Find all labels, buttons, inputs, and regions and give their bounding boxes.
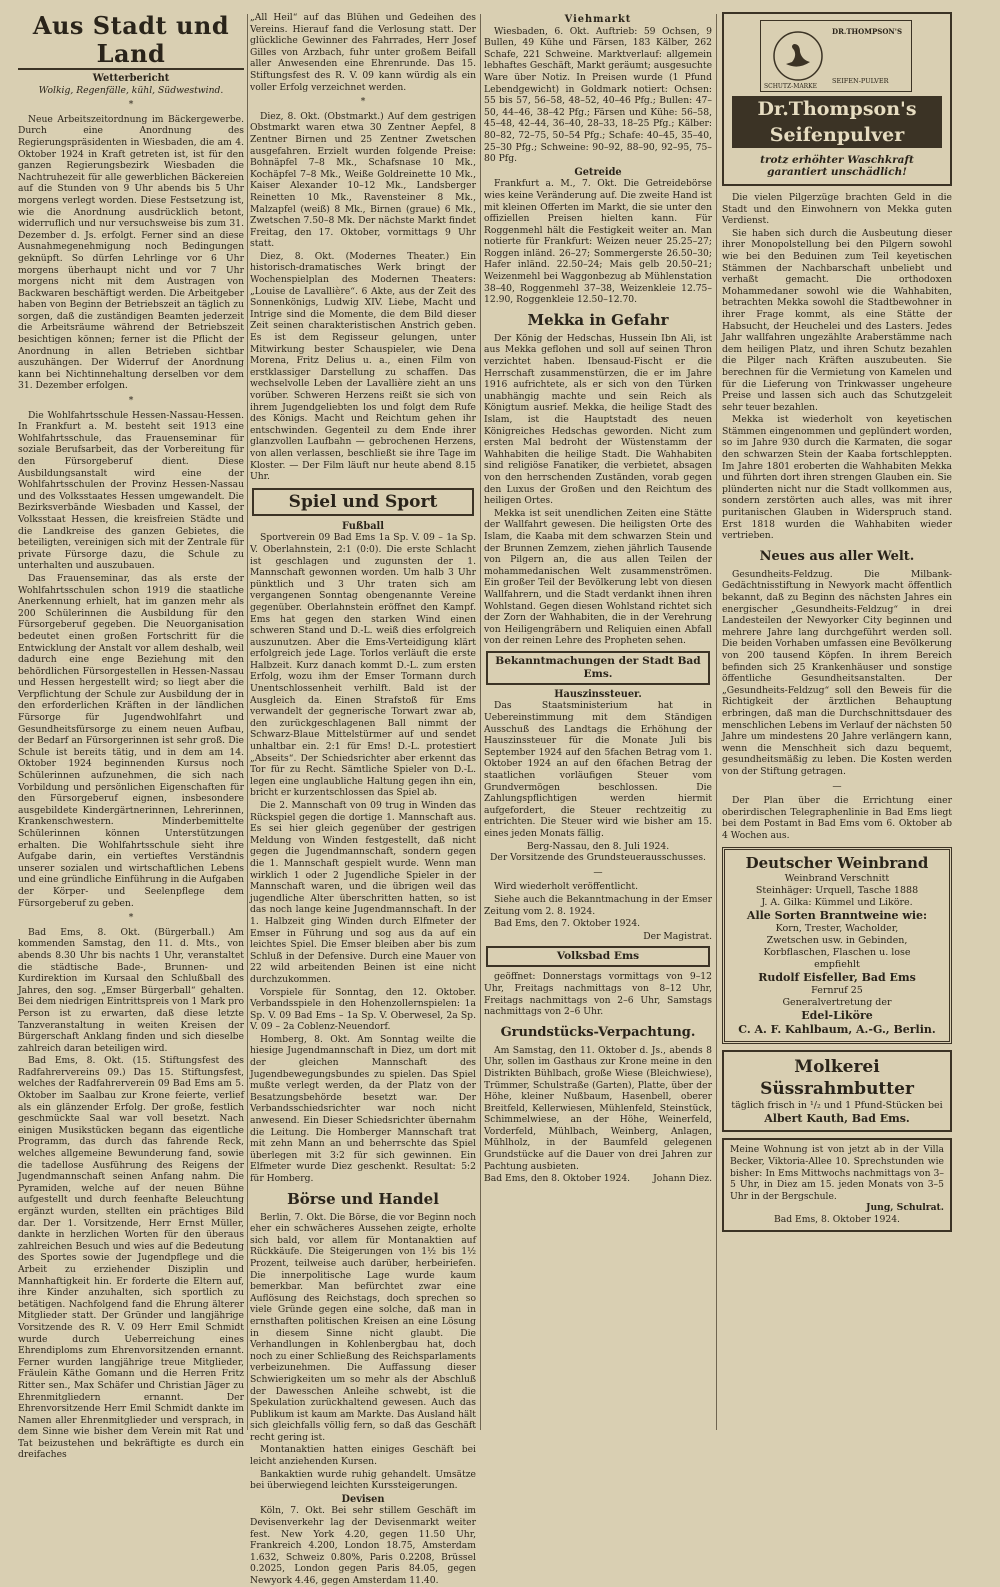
article-verpachtung: Am Samstag, den 11. Oktober d. Js., abends 8 Uhr, sollen im Gasthaus zur Krone meine in den Distrikten Bühlbach, große Wiese (Bleichwiese), Trümmer, Schulstraße (Garten), Platte, über der Höhe, kleiner Nußbaum, Hasenbell, oberer Breitfeld, Kellerwiesen, Mühlenfeld, Steinstück, Schimmelwiese, an der Höhe, Weinerfeld, Vorderfeld, Mühlbach, Weinberg, Anlagen, Mühlholz, in der Baumfeld gelegenen Grundstücke auf die Dauer von drei Jahren zur Pachtung ausbieten. xyxy=(484,1044,712,1172)
weather-text: Wolkig, Regenfälle, kühl, Südwestwind. xyxy=(38,84,224,96)
article-bankaktien: Bankaktien wurde ruhig gehandelt. Umsätze bei überwiegend leichten Kurssteigerungen. xyxy=(250,1468,476,1492)
notice-repeat: Wird wiederholt veröffentlicht. xyxy=(494,881,639,893)
column-2 xyxy=(250,12,476,1586)
ad-weinbrand-line: Edel-Liköre xyxy=(801,1009,873,1023)
ad-logo-text: SCHUTZ-MARKE xyxy=(764,83,818,90)
notice-reference: Siehe auch die Bekanntmachung in der Emser Zeitung vom 2. 8. 1924. xyxy=(484,893,712,917)
article-mekka-history: Mekka ist wiederholt von keyetischen Stämmen eingenommen und geplündert worden, so im Jahre 930 durch die Karmaten, die sogar den schwarzen Stein der Kaaba fortschleppten. Im Jahre 1801 eroberten die Wahhabiten Mekka und führten dort ihren strengen Glauben ein. Sie plünderten nicht nur die Stadt vollkommen aus, sondern zerstörten auch alles, was mit ihrer puritanischen Glauben in Widerspruch stand. Erst 1818 wurden die Wahhabiten wieder vertrieben. xyxy=(722,414,952,542)
weather-title: Wetterbericht xyxy=(92,73,170,84)
column-rule xyxy=(247,14,248,1430)
ad-weinbrand-line: Korbflaschen, Flaschen u. lose xyxy=(763,947,911,959)
ad-weinbrand xyxy=(722,847,952,1044)
article-volksbad: geöffnet: Donnerstags vormittags von 9–12 Uhr, Freitags nachmittags von 8–12 Uhr, Freitags nachmittags von 2–6 Uhr, Samstags nachmittags von 2–6 Uhr. xyxy=(484,971,712,1018)
article-buergerball: Bad Ems, 8. Okt. (Bürgerball.) Am kommenden Samstag, den 11. d. Mts., von abends 8.30 Uhr bis nachts 1 Uhr, veranstaltet die städtische Bade-, Brunnen- und Kurdirektion im Kursaal den Schlußball des Jahres, den sog. „Emser Bürgerball“ gehalten. Bei dem niedrigen Eintrittspreis von 1 Mark pro Person ist zu erwarten, daß diese letzte Tanzveranstaltung in weiten Kreisen der Bürgerschaft Anklang finden und sich dieselbe zahlreich daran beteiligen wird. xyxy=(18,926,244,1054)
column-1 xyxy=(18,11,244,1461)
section-heading-sport: Spiel und Sport xyxy=(252,488,474,516)
separator-star: * xyxy=(360,96,366,108)
article-mekka-1: Der König der Hedschas, Hussein Ibn Ali, ist aus Mekka geflohen und soll auf seinen Thron verzichtet haben. Ibensaud-Fischt er die Herrschaft zusammenstürzen, die er im Jahre 1916 aufrichtete, als er sich von den Türken unabhängig machte und sein Reich als Königtum ausrief. Mekka, die heilige Stadt des Islam, ist die Hauptstadt des neuen Königreiches Hedschas geworden. Nicht zum ersten Mal bedroht der Wüstenstamm der Wahhabiten die heilige Stadt. Die Wahhabiten sind religiöse Fanatiker, die verbietet, absagen von den herrschenden Zuständen, vorab gegen den Luxus der Großen und den Reichtum des heiligen Ortes. xyxy=(484,332,712,507)
article-stiftungsfest: Bad Ems, 8. Okt. (15. Stiftungsfest des Radfahrervereins 09.) Das 15. Stiftungsfest, welches der Radfahrerverein 09 Bad Ems am 5. Oktober im Saalbau zur Krone feierte, verlief als ein glänzender Erfolg. Der große, festlich geschmückte Saal war voll besetzt. Nach einigen Musikstücken begann das eigentliche Programm, das durch das fahrende Reck, welches allgemeine Bewunderung fand, sowie die tadellose Ausführung des Reigens der Jugendmannschaft seinen Anfang nahm. Die Pyramiden, welche auf der neuen Bühne aufgestellt und durch feenhafte Beleuchtung ergänzt wurden, stellten ein prächtiges Bild dar. Der 1. Vorsitzende, Herr Ernst Müller, dankte in herzlichen Worten für den überaus zahlreichen Besuch und wies auf die Bedeutung des Sportes sowie der Jugendpflege und die Arbeit zu erziehender Disziplin und Mannhaftigkeit hin. Er forderte die Eltern auf, ihre Kinder anzuhalten, sich sportlich zu betätigen. Nachfolgend fand die Ehrung älterer Mitglieder statt. Der Gründer und langjährige Vorsitzende des R. V. 09 Herr Emil Schmidt wurde durch Ueberreichung eines Ehrendiploms zum Ehrenvorsitzenden ernannt. Ferner wurden langjährige treue Mitglieder, Fräulein Käthe Gomann und die Herren Fritz Ritter sen., Max Schäfer und Christian Jäger zu Ehrenmitgliedern ernannt. Der Ehrenvorsitzende Herr Emil Schmidt dankte im Namen aller Ehrenmitglieder und versprach, in dem Sinne wie bisher dem Verein mit Rat und Tat beizustehen und bekräftigte es durch ein dreifaches xyxy=(18,1055,244,1461)
ad-brand-text-2: SEIFEN-PULVER xyxy=(832,77,889,85)
ad-weinbrand-line: J. A. Gilka: Kümmel und Liköre. xyxy=(761,897,913,909)
ad-weinbrand-line: Steinhäger: Urquell, Tasche 1888 xyxy=(755,885,919,897)
article-homberg: Homberg, 8. Okt. Am Sonntag weilte die hiesige Jugendmannschaft in Diez, um dort mit der gleichen Mannschaft des Jugendbewegungsbundes zu spielen. Das Spiel mußte verlegt werden, da der Platz von der Besatzungsbehörde besetzt war. Der Verbandsschiedsrichter war noch nicht anwesend. Ein Dieser Schiedsrichter übernahm die Leitung. Die Homberger Mannschaft trat mit zehn Mann an und beherrschte das Spiel überlegen mit 3:2 für sich gewinnen. Ein Elfmeter wurde Diez geschenkt. Resultat: 5:2 für Homberg. xyxy=(250,1033,476,1184)
separator-star: * xyxy=(128,99,134,111)
subheading-devisen: Devisen xyxy=(341,1493,385,1505)
ad-weinbrand-line: Zwetschen usw. in Gebinden, xyxy=(766,935,908,947)
section-heading-volksbad: Volksbad Ems xyxy=(486,946,710,967)
ad-brand-text: DR.THOMPSON'S xyxy=(832,27,903,36)
column-3 xyxy=(484,12,712,1432)
article-wohlfahrtsschule: Die Wohlfahrtsschule Hessen-Nassau-Hessen. In Frankfurt a. M. besteht seit 1913 eine Wohlfahrtsschule, das Frauenseminar für soziale Berufsarbeit, das der Vorbereitung für den Fürsorgeberuf dient. Diese Ausbildungsanstalt wird eine der Wohlfahrtsschulen der Provinz Hessen-Nassau und des Volksstaates Hessen umgewandelt. Die Bezirksverbände Wiesbaden und Kassel, der Volksstaat Hessen, die kreisfreien Städte und die Landkreise des ganzen Gebietes, die beteiligten, vereinigen sich mit der Zentrale für private Fürsorge dazu, die Schule zu unterhalten und auszubauen. xyxy=(18,409,244,572)
column-rule xyxy=(480,14,481,1430)
ad-weinbrand-title: Deutscher Weinbrand xyxy=(745,854,929,873)
subheading-getreide: Getreide xyxy=(574,166,622,178)
ad-schulrat-sign: Jung, Schulrat. xyxy=(866,1202,944,1214)
ad-schulrat xyxy=(722,1138,952,1231)
ad-title-1: Dr.Thompson's xyxy=(732,96,942,122)
notice-signature: Der Vorsitzende des Grundsteuerausschusses. xyxy=(490,852,706,864)
verpachtung-signature: Johann Diez. xyxy=(653,1173,712,1185)
separator-star: * xyxy=(128,912,134,924)
notice-date: Berg-Nassau, den 8. Juli 1924. xyxy=(526,840,670,852)
ad-title-2: Seifenpulver xyxy=(732,122,942,148)
article-mekka-pilger: Die vielen Pilgerzüge brachten Geld in die Stadt und den Einwohnern von Mekka guten Verdienst. xyxy=(722,192,952,227)
article-winden: Die 2. Mannschaft von 09 trug in Winden das Rückspiel gegen die dortige 1. Mannschaft aus. Es sei hier gleich gegenüber der gestrigen Meldung von Winden festgestellt, daß nicht gegen die Jugendmannschaft, sondern gegen die 1. Mannschaft gespielt wurde. Wenn man wirklich 1 oder 2 Jugendliche Spieler in der Mannschaft waren, und die übrigen weil das jugendliche Alter überschritten hatten, so ist das noch lange keine Jugendmannschaft. In der 1. Halbzeit ging Winden durch Elfmeter der Emser in Führung und sog aus da auf ein leichtes Spiel. Die Emser bleiben aber bis zum Schluß in der Defensive. Durch eine Mauer von 22 wild arbeitenden Beinen ist eine nicht durchzukommen. xyxy=(250,800,476,985)
ad-weinbrand-line: C. A. F. Kahlbaum, A.-G., Berlin. xyxy=(738,1023,936,1037)
article-mekka-monopol: Sie haben sich durch die Ausbeutung dieser ihrer Monopolstellung bei den Pilgern sowohl wie bei den Beduinen zum Teil keyetischen Stämmen der Nachbarschaft unbeliebt und verhaßt gemacht. Die orthodoxen Mohammedaner sowohl wie die Wahhabiten, betrachten Mekka sowohl die Stadtbewohner in ihrer Frage kommt, als eine Stätte der Habsucht, der Heuchelei und des Lasters. Jedes Jahr wallfahren ungezählte Araberstämme nach dem heiligen Platz, und ihren Schutz bezahlen die Pilger nach Kräften auszubeuten. Sie berechnen für die Vermietung von Kamelen und für die Lieferung von Trinkwasser ungeheure Preise und lassen sich auch das Schutzgeleit sehr teuer bezahlen. xyxy=(722,227,952,413)
column-rule xyxy=(716,14,717,1430)
article-gesundheit: Gesundheits-Feldzug. Die Milbank-Gedächtnisstiftung in Newyork macht öffentlich bekannt, daß zu Beginn des nächsten Jahres ein energischer „Gesundheits-Feldzug“ in drei Landesteilen der Newyorker City beginnen und mehrere Jahre lang durchgeführt werden soll. Die beiden Vorhaben umfassen eine Bevölkerung von 200 tausend Köpfen. In ihrem Bereich befinden sich 25 Krankenhäuser und sonstige öffentliche Gesundheitsanstalten. Der „Gesundheits-Feldzug“ soll den Beweis für die Richtigkeit der ärztlichen Behauptung erbringen, daß man die Durchschnittsdauer des menschlichen Lebens im Verlauf der nächsten 50 Jahre um mindestens 20 Jahre verlängern kann, wenn die Menschheit sich dazu bequemt, gesundheitsmäßig zu leben. Die Kosten werden von der Stiftung getragen. xyxy=(722,568,952,777)
ad-weinbrand-line: Weinbrand Verschnitt xyxy=(784,873,890,885)
notice-signature-2: Der Magistrat. xyxy=(643,930,712,942)
ad-butter xyxy=(722,1050,952,1132)
article-berlin-boerse: Berlin, 7. Okt. Die Börse, die vor Beginn noch eher ein schwächeres Aussehen zeigte, erholte sich bald, vor allem für Montanaktien auf Rückkäufe. Die Steigerungen von 1½ bis 1½ Prozent, teilweise auch darüber, herbeiriefen. Die innerpolitische Lage wurde kaum bemerkbar. Man befürchtet zwar eine Auflösung des Reichstags, doch sprechen so viele Gründe gegen eine solche, daß man in ernsthaften politischen Kreisen an eine Lösung in diesem Sinne nicht glaubt. Die Verhandlungen in Kohlenbergbau hat, doch noch zu einer Schließung des Reichsparlaments verbeizunehmen. Die Auffassung dieser Schwierigkeiten um so mehr als der Abschluß der Dawesschen Anleihe schwebt, ist die Spekulation zurückhaltend gewesen. Auch das Publikum ist kaum am Markte. Das Ausland hält sich gleichfalls völlig fern, so daß das Geschäft recht gering ist. xyxy=(250,1211,476,1443)
notice-telegraph: Der Plan über die Errichtung einer oberirdischen Telegraphenlinie in Bad Ems liegt bei dem Postamt in Bad Ems vom 6. Oktober ab 4 Wochen aus. xyxy=(722,795,952,841)
section-heading-mekka: Mekka in Gefahr xyxy=(527,310,669,329)
article-obstmarkt: Diez, 8. Okt. (Obstmarkt.) Auf dem gestrigen Obstmarkt waren etwa 30 Zentner Aepfel, 8 Zentner Birnen und 25 Zentner Zwetschen ausgefahren. Erzielt wurden folgende Preise: Bohnäpfel 7–8 Mk., Schafsnase 10 Mk., Kochäpfel 7–8 Mk., Weiße Goldreinette 10 Mk., Kaiser Alexander 10–12 Mk., Landsberger Reinetten 10 Mk., Ravensteiner 8 Mk., Malzapfel (weiß) 8 Mk., Birnen (graue) 6 Mk., Zwetschen 7.50–8 Mk. Der nächste Markt findet Freitag, den 17. Oktober, vormittags 9 Uhr statt. xyxy=(250,110,476,250)
separator-star: * xyxy=(128,395,134,407)
article-vorspiele: Vorspiele für Sonntag, den 12. Oktober. Verbandsspiele in den Hohenzollernspielen: 1a Sp. V. 09 Bad Ems – 1a Sp. V. Oberwesel, 2a Sp. V. 09 – 2a Coblenz-Neuendorf. xyxy=(250,986,476,1033)
ad-weinbrand-line: Korn, Trester, Wacholder, xyxy=(775,923,899,935)
subheading-viehmarkt: Viehmarkt xyxy=(564,14,632,25)
article-frauenseminar: Das Frauenseminar, das als erste der Wohlfahrtsschulen schon 1919 die staatliche Anerkennung erhielt, hat im ganzen mehr als 200 Schülerinnen die Ausbildung für den Fürsorgeberuf gegeben. Die Neuorganisation bedeutet einen großen Fortschritt für die Entwicklung der Anstalt vor allem deshalb, weil dadurch eine enge Beziehung mit den behördlichen Fürsorgestellen in Hessen-Nassau und Hessen hergestellt wird; so liegt aber die Verpflichtung der Schule zur Ausbildung der in den erforderlichen Kräften in der ländlichen Fürsorge für Jugendwohlfahrt und Gesundheitsfürsorge zu einem neuen Aufbau, der Bedarf an Fürsorgerinnen ist sehr groß. Die Schule ist bereits tätig, und in dem am 14. Oktober 1924 beginnenden Kursus noch Schülerinnen aufzunehmen, die sich nach Vorbildung und persönlichen Eigenschaften für den Fürsorgeberuf eignen, insbesondere ausgebildete Kindergärtnerinnen, Lehrerinnen, Krankenschwestern. Minderbemittelte Schülerinnen können Unterstützungen erhalten. Die Wohlfahrtsschule sieht ihre Aufgabe darin, ein vertieftes Verständnis unserer sozialen und wirtschaftlichen Lebens und eine gründliche Einführung in die Aufgaben der Körper- und Seelenpflege dem Fürsorgeberuf zu geben. xyxy=(18,572,244,909)
article-montanaktien: Montanaktien hatten einiges Geschäft bei leicht anziehenden Kursen. xyxy=(250,1444,476,1468)
ad-schulrat-date: Bad Ems, 8. Oktober 1924. xyxy=(774,1214,900,1226)
article-hauszinssteuer: Das Staatsministerium hat in Uebereinstimmung mit dem Ständigen Ausschuß des Landtags die Erhöhung der Hauszinssteuer für die Monate Juli bis September 1924 auf den 5fachen Betrag vom 1. Oktober 1924 an auf den 6fachen Betrag der staatlichen vorläufigen Steuer vom Grundvermögen beschlossen. Die Zahlungspflichtigen werden hiermit aufgefordert, die Steuer rechtzeitig zu entrichten. Die Steuer wird wie bisher am 15. eines jeden Monats fällig. xyxy=(484,700,712,839)
ad-weinbrand-line: Fernruf 25 xyxy=(811,985,863,997)
section-heading-bekanntmachungen: Bekanntmachungen der Stadt Bad Ems. xyxy=(486,651,710,685)
separator-dash: — xyxy=(832,780,842,792)
ad-weinbrand-line: Generalvertretung der xyxy=(782,997,892,1009)
article-viehmarkt: Wiesbaden, 6. Okt. Auftrieb: 59 Ochsen, 9 Bullen, 49 Kühe und Färsen, 183 Kälber, 262 Schafe, 221 Schweine. Marktverlauf: allgemein lebhaftes Geschäft, Markt geräumt; ausgesuchte Ware über Notiz. In Preisen wurde (1 Pfund Lebendgewicht) in Goldmark notiert: Ochsen: 55 bis 57, 56–58, 48–52, 40–46 Pfg.; Bullen: 47–50, 44–46, 38–42 Pfg.; Färsen und Kühe: 56–58, 45–48, 42–44, 36–40, 28–33, 18–25 Pfg.; Kälber: 80–82, 72–75, 50–54 Pfg.; Schafe: 40–45, 35–40, 25–30 Pfg.; Schweine: 90–92, 88–90, 92–95, 75–80 Pfg. xyxy=(484,25,713,165)
ad-weinbrand-line: Alle Sorten Branntweine wie: xyxy=(746,909,928,923)
ad-weinbrand-line: Rudolf Eisfeller, Bad Ems xyxy=(758,971,916,985)
ad-slogan: trotz erhöhter Waschkraft garantiert unschädlich! xyxy=(760,154,914,178)
section-heading-verpachtung: Grundstücks-Verpachtung. xyxy=(500,1024,696,1040)
article-arbeitszeit: Neue Arbeitszeitordnung im Bäckergewerbe. Durch eine Anordnung des Regierungspräsidenten in Wiesbaden, die am 4. Oktober 1924 in Kraft getreten ist, ist für den ganzen Regierungsbezirk Wiesbaden die Nachtruhezeit für alle gewerblichen Bäckereien auf die Stunden von 9 Uhr abends bis 5 Uhr morgens verlegt worden. Diese Festsetzung ist, wie die Anordnung ausdrücklich betont, widerruflich und nur versuchsweise bis zum 31. Dezember d. Js. erfolgt. Ferner sind an diese Ausnahmegenehmigung noch Bedingungen geknüpft. So dürfen Lehrlinge vor 6 Uhr morgens überhaupt nicht und vor 7 Uhr morgens nicht mit dem Austragen von Backwaren beschäftigt werden. Die Arbeitgeber haben von Beginn der Betriebszeit an täglich zu sorgen, daß die zuständigen Beamten jederzeit die Arbeitsräume während der Betriebszeit besichtigen können; ferner ist die Pflicht der Anordnung in allen Betrieben sichtbar auszuhängen. Der Widerruf der Anordnung kann bei Nichtinnehaltung derselben vor dem 31. Dezember erfolgen. xyxy=(18,113,244,392)
notice-date-2: Bad Ems, den 7. Oktober 1924. xyxy=(494,918,641,930)
section-heading-neues: Neues aus aller Welt. xyxy=(759,548,915,564)
section-heading-stadt-land: Aus Stadt und Land xyxy=(18,12,244,70)
subheading-fussball: Fußball xyxy=(342,520,384,532)
ad-schulrat-text: Meine Wohnung ist von jetzt ab in der Villa Becker, Viktoria-Allee 10. Sprechstunden wie bisher: In Ems Mittwochs nachmittags von 3–5 Uhr, in Diez am 15. jeden Monats von 3–5 Uhr in der Bergschule. xyxy=(730,1144,944,1202)
ad-butter-line: täglich frisch in ¹/₂ und 1 Pfund-Stücken bei xyxy=(731,1100,943,1112)
column-4 xyxy=(722,12,952,1432)
verpachtung-date: Bad Ems, den 8. Oktober 1924. xyxy=(484,1173,631,1185)
separator-dash: — xyxy=(593,866,603,878)
ad-seifenpulver xyxy=(722,12,952,186)
article-sportverein: Sportverein 09 Bad Ems 1a Sp. V. 09 – 1a Sp. V. Oberlahnstein, 2:1 (0:0). Die erste Schlacht ist geschlagen und zugunsten der 1. Mannschaft gewonnen worden. Um halb 3 Uhr pünktlich und 3 Uhr traten sich am vergangenen Sonntag obengenannte Vereine gegenüber. Oberlahnstein eröffnet den Kampf. Ems hat gegen den starken Wind einen schweren Stand und D.-L. weiß dies erfolgreich auszunutzen. Aber die Ems-Verteidigung klärt erfolgreich jede Lage. Torlos verläuft die erste Halbzeit. Kurz danach kommt D.-L. zum ersten Erfolg, wozu ihm der Emser Tormann durch Unentschlossenheit verhilft. Bald ist der Ausgleich da. Einen Strafstoß für Ems verwandelt der gegnerische Torwart zwar ab, den zurückgeschlagenen Ball nimmt der Schwarz-Blaue Mittelstürmer auf und sendet unhaltbar ein. 2:1 für Ems! D.-L. protestiert „Abseits“. Der Schiedsrichter aber erkennt das Tor für zu Recht. Sämtliche Spieler von D.-L. legen eine unglaubliche Haltung gegen ihn ein, bricht er kurzentschlossen das Spiel ab. xyxy=(250,532,476,799)
subheading-hauszinssteuer: Hauszinssteuer. xyxy=(554,688,642,700)
ad-butter-line: Albert Kauth, Bad Ems. xyxy=(764,1112,910,1126)
article-getreide: Frankfurt a. M., 7. Okt. Die Getreidebörse wies keine Veränderung auf. Die zweite Hand ist mit kleinen Offerten im Markt, die sie unter den offiziellen Preisen hielten kann. Für Roggenmehl hält die Festigkeit weiter an. Man notierte für Frankfurt: Weizen neuer 25.25–27; Roggen inländ. 26–27; Sommergerste 26.50–30; Hafer inländ. 22.50–24; Mais gelb 20.50–21; Weizenmehl bei Waggonbezug ab Mühlenstation 38–40, Roggenmehl 37–38, Weizenkleie 12.75–12.90, Roggenkleie 12.50–12.70. xyxy=(484,178,712,306)
article-devisen: Köln, 7. Okt. Bei sehr stillem Geschäft im Devisenverkehr lag der Devisenmarkt weiter fest. New York 4.20, gegen 11.50 Uhr, Frankreich 4.200, London 18.75, Amsterdam 1.632, Schweiz 0.80%, Paris 0.2208, Brüssel 0.2025, London gegen Paris 84.05, gegen Newyork 4.46, gegen Amsterdam 11.40. xyxy=(250,1505,476,1586)
article-stiftungsfest-cont: „All Heil“ auf das Blühen und Gedeihen des Vereins. Hierauf fand die Verlosung statt. Der glückliche Gewinner des Fahrrades, Herr Josef Gilles von Arzbach, fuhr unter großem Beifall aller Anwesenden eine Ehrenrunde. Das 15. Stiftungsfest des R. V. 09 kann würdig als ein voller Erfolg verzeichnet werden. xyxy=(250,12,476,93)
article-theater: Diez, 8. Okt. (Modernes Theater.) Ein historisch-dramatisches Werk bringt der Wochenspielplan des Modernen Theaters: „Louise de Lavallière“. 6 Akte, aus der Zeit des Sonnenkönigs, Ludwig XIV. Liebe, Macht und Intrige sind die Momente, die dem Bild dieser Zeit seinen charakteristischen Anstrich geben. Es ist dem Regisseur gelungen, unter Mitwirkung bester Schauspieler, wie Dena Morena, Fritz Delius u. a., einen Film von erstklassiger Darstellung zu schaffen. Das wechselvolle Leben der Lavallière zieht an uns vorüber. Schweren Herzens reißt sie sich von ihrem Jugendgeliebten los und folgt dem Rufe des Königs. Macht und Reichtum gehen ihr entschwinden. Gegenteil zu dem Ende ihrer glanzvollen Laufbahn — gebrochenen Herzens, von allen verlassen, beschließt sie ihre Tage im Kloster. — Der Film läuft nur heute abend 8.15 Uhr. xyxy=(250,250,476,483)
swan-logo-icon xyxy=(772,30,824,82)
ad-butter-title: Molkerei Süssrahmbutter xyxy=(760,1057,914,1100)
verpachtung-footer xyxy=(484,1173,712,1185)
section-heading-boerse: Börse und Handel xyxy=(287,1189,439,1208)
article-mekka-2: Mekka ist seit unendlichen Zeiten eine Stätte der Wallfahrt gewesen. Die heiligsten Orte des Islam, die Kaaba mit dem schwarzen Stein und der Brunnen Zemzem, ziehen jährlich Tausende von Pilgern an, die aus allen Teilen der mohammedanischen Welt zusammenströmen. Ein großer Teil der Bevölkerung lebt von diesen Wallfahrern, und die Stadt verdankt ihnen ihren Wohlstand. Gegen diesen Wohlstand richtet sich der Zorn der Wahhabiten, die in der Verehrung von Heiligengräbern und Reliquien einen Abfall von der reinen Lehre des Propheten sehen. xyxy=(484,507,712,647)
ad-weinbrand-line: empfiehlt xyxy=(814,959,860,971)
